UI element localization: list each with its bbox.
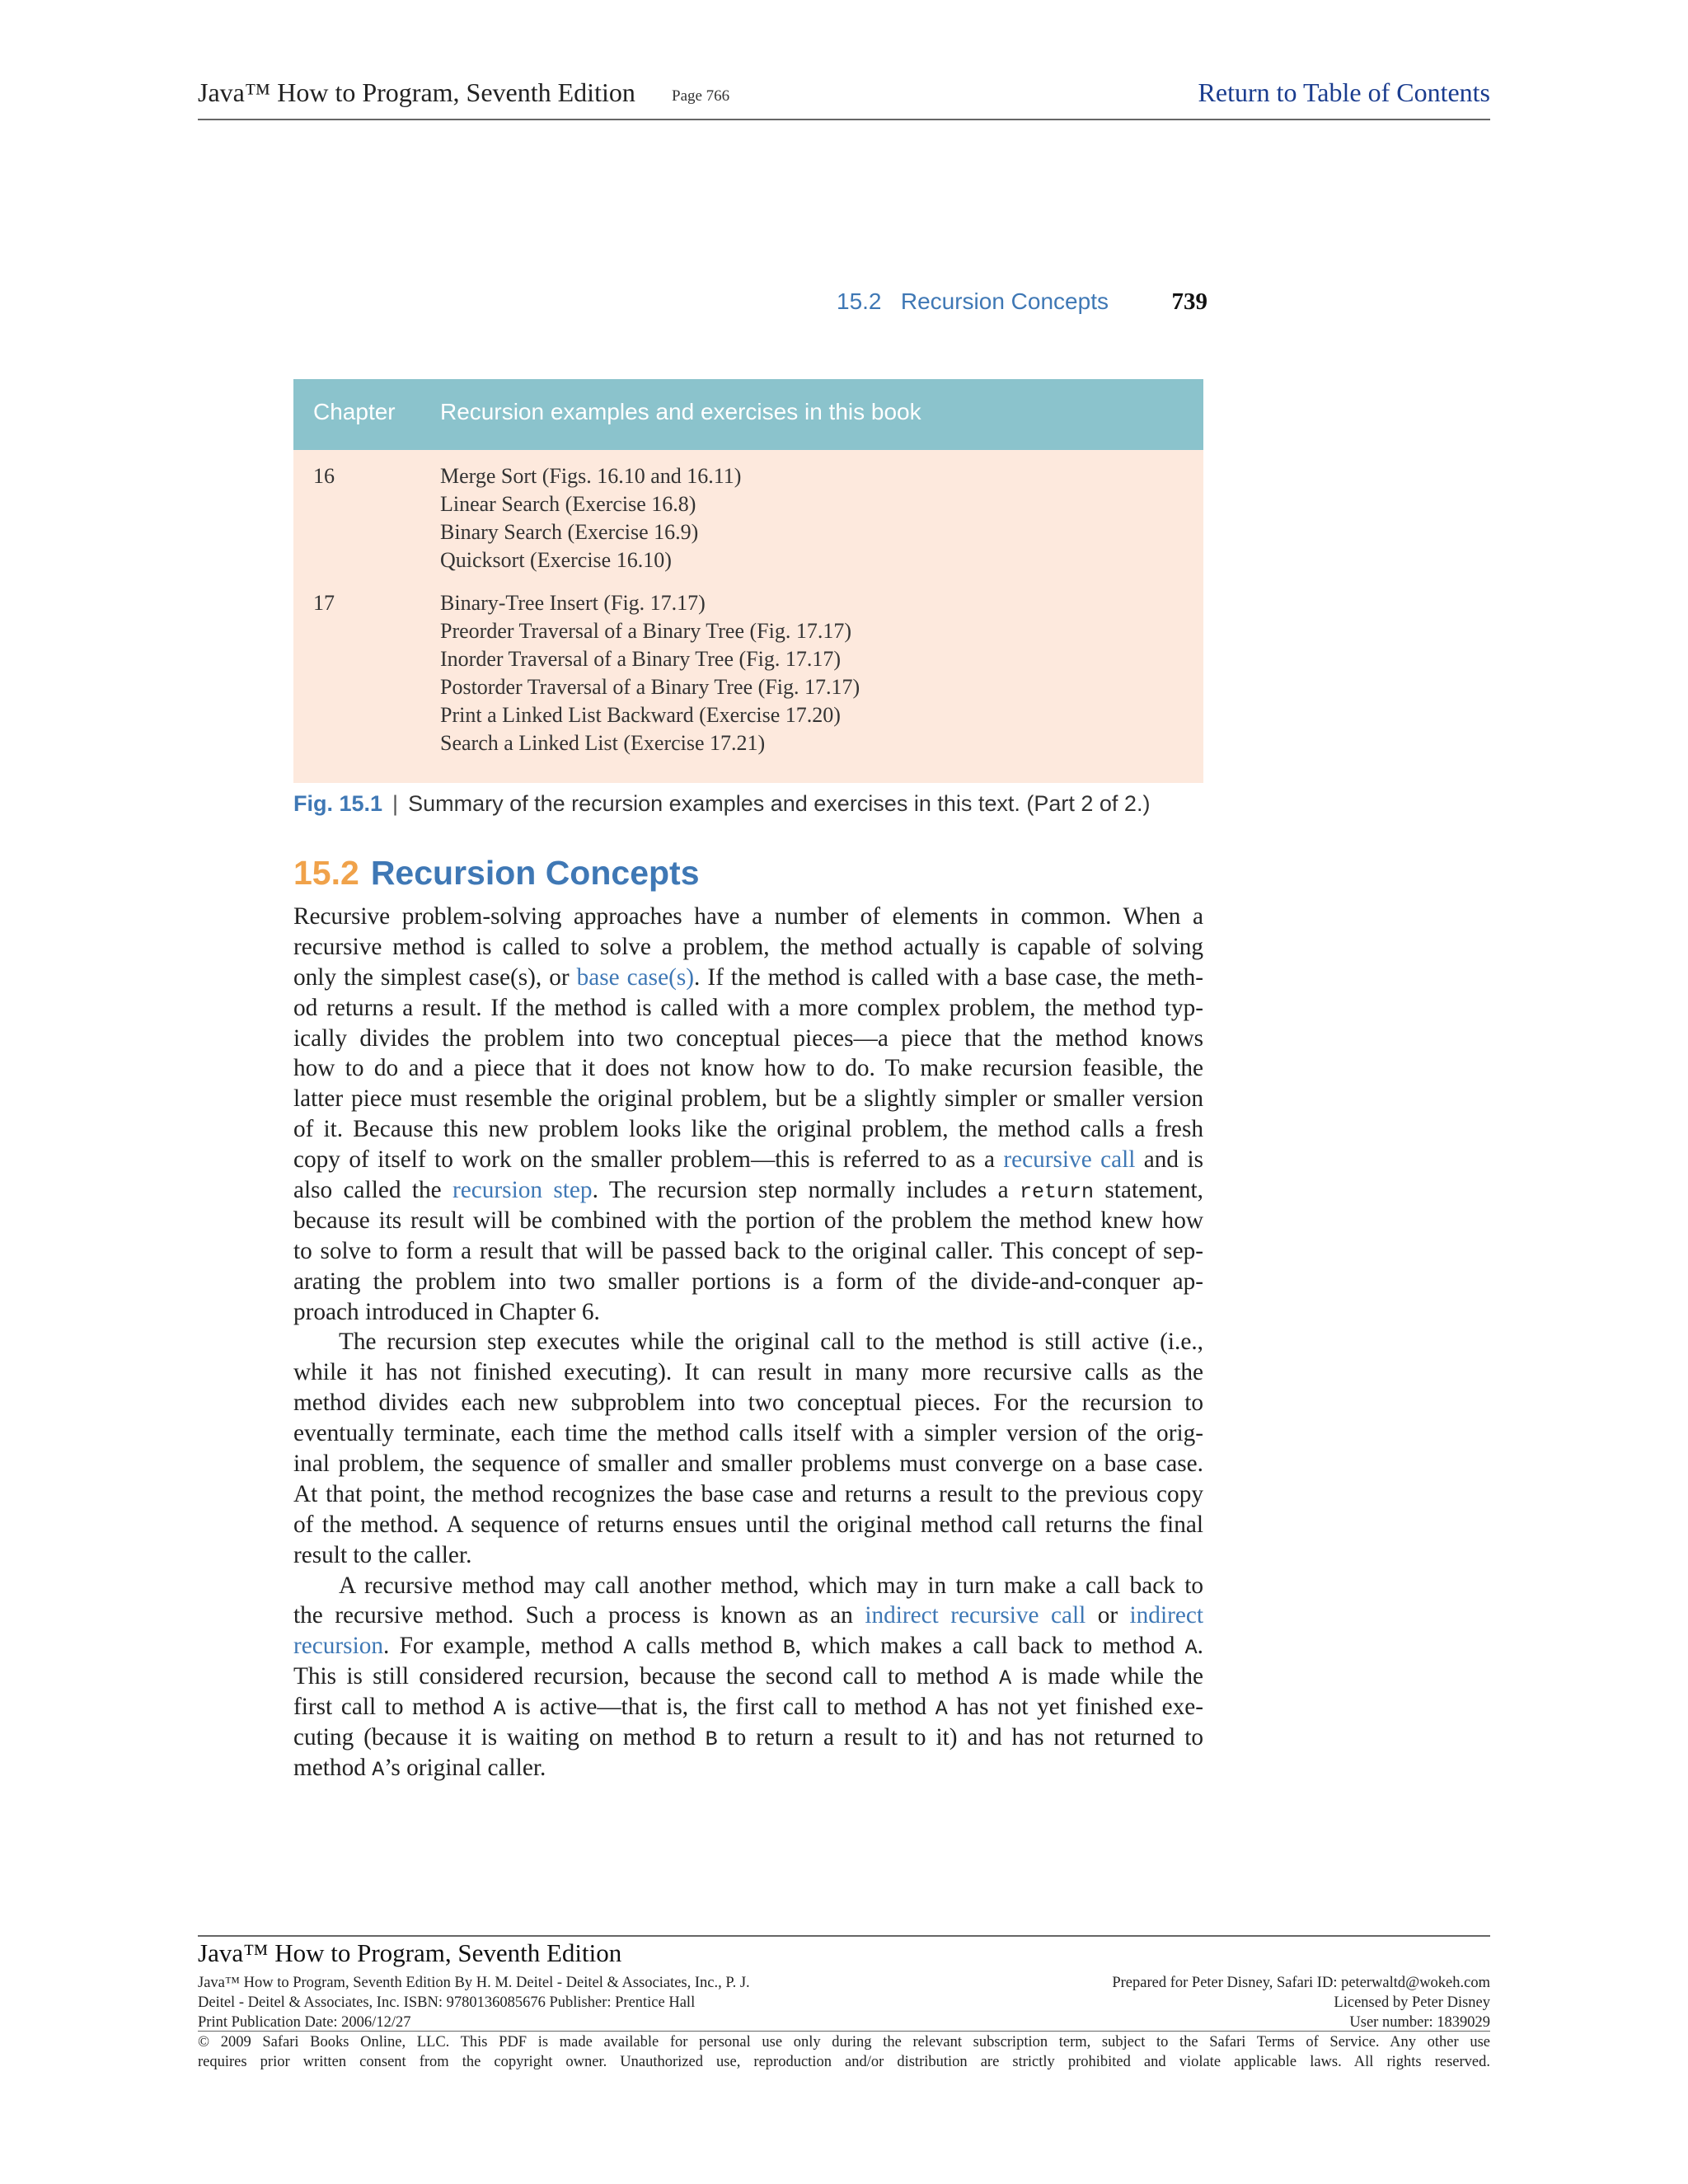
body-line: proach introduced in Chapter 6.	[293, 1298, 600, 1325]
running-head	[837, 288, 1207, 321]
example-item: Inorder Traversal of a Binary Tree (Fig. 17.17)	[440, 647, 841, 671]
text-run: has not yet finished exe-	[947, 1694, 1203, 1721]
text-run: cuting (because it is waiting on method	[293, 1724, 706, 1751]
text-run: copy of itself to work on the smaller problem—this is referred to as a	[293, 1146, 1004, 1174]
footer-line: Licensed by Peter Disney	[1334, 1994, 1490, 2011]
legal-line: © 2009 Safari Books Online, LLC. This PDF is made available for personal use only during the relevant subscription term, subject to the Safari Terms of Service. Any other use	[198, 2034, 1490, 2050]
example-item: Postorder Traversal of a Binary Tree (Fig. 17.17)	[440, 675, 860, 699]
text-run: . For example, method	[383, 1633, 624, 1660]
body-line: eventually terminate, each time the method calls itself with a simpler version of the orig-	[293, 1420, 1203, 1447]
code-method-a: A	[493, 1697, 506, 1722]
body-line	[293, 1753, 1203, 1783]
column-header-examples: Recursion examples and exercises in this book	[440, 399, 921, 424]
text-run: is active—that is, the first call to method	[505, 1694, 935, 1721]
body-line	[293, 1722, 1203, 1753]
text-run: . The recursion step normally includes a	[592, 1177, 1020, 1204]
footer-publication-info	[198, 1973, 750, 2032]
text-run: , which makes a call back to method	[795, 1633, 1185, 1660]
code-method-b: B	[705, 1727, 718, 1752]
text-run: calls method	[635, 1633, 783, 1660]
footer-line: Prepared for Peter Disney, Safari ID: peterwaltd@wokeh.com	[1112, 1975, 1490, 1991]
body-line: to solve to form a result that will be passed back to the original caller. This concept of sep-	[293, 1237, 1203, 1264]
body-line	[293, 1601, 1203, 1631]
chapter-number: 17	[313, 591, 335, 615]
footer-line: Print Publication Date: 2006/12/27	[198, 2014, 411, 2031]
text-run: is made while the	[1011, 1663, 1203, 1690]
body-line: The recursion step executes while the original call to the method is still active (i.e.,	[339, 1329, 1203, 1356]
footer-legal	[198, 2032, 1490, 2072]
text-run: method	[293, 1754, 373, 1781]
body-line: latter piece must resemble the original problem, but be a slightly simpler or smaller version	[293, 1085, 1203, 1113]
example-item: Preorder Traversal of a Binary Tree (Fig. 17.17)	[440, 619, 851, 643]
code-return: return	[1020, 1180, 1095, 1205]
body-line: of it. Because this new problem looks like the original problem, the method calls a fresh	[293, 1116, 1203, 1143]
book-title: Java™ How to Program, Seventh Edition	[198, 77, 635, 107]
body-line: arating the problem into two smaller portions is a form of the divide-and-conquer ap-	[293, 1268, 1203, 1295]
example-item: Search a Linked List (Exercise 17.21)	[440, 731, 766, 755]
code-method-a: A	[623, 1636, 636, 1661]
section-number: 15.2	[293, 854, 359, 892]
footer-license-info	[1112, 1973, 1490, 2032]
top-banner	[198, 77, 1490, 120]
text-run: first call to method	[293, 1694, 494, 1721]
code-method-a: A	[1184, 1636, 1198, 1661]
text-run: to return a result to it) and has not returned to	[717, 1724, 1203, 1751]
body-line: At that point, the method recognizes the base case and returns a result to the previous copy	[293, 1480, 1203, 1507]
text-run: the recursive method. Such a process is known as an	[293, 1602, 865, 1629]
text-run: . If the method is called with a base case, the meth-	[694, 963, 1203, 991]
folio: 739	[1171, 288, 1207, 315]
example-list	[440, 462, 741, 574]
example-item: Quicksort (Exercise 16.10)	[440, 548, 672, 572]
body-line: method divides each new subproblem into two conceptual pieces. For the recursion to	[293, 1390, 1203, 1417]
example-item: Print a Linked List Backward (Exercise 17.20)	[440, 703, 841, 727]
footer	[198, 1935, 1490, 2070]
footer-divider	[198, 2031, 1490, 2032]
body-line	[293, 963, 1203, 993]
figure-caption	[293, 791, 1203, 824]
body-line	[293, 1661, 1203, 1692]
legal-line: requires prior written consent from the copyright owner. Unauthorized use, reproduction and/or distribution are strictly prohibited and violate applicable laws. All rights reserved.	[198, 2054, 1490, 2070]
figure-separator: |	[392, 791, 399, 816]
text-run: ’s original caller.	[384, 1754, 546, 1781]
code-method-a: A	[372, 1757, 385, 1782]
running-title	[837, 288, 1109, 315]
body-line: recursive method is called to solve a problem, the method actually is capable of solving	[293, 933, 1203, 960]
body-line	[293, 1692, 1203, 1722]
text-run: or	[1085, 1602, 1130, 1629]
term-indirect-recursion: indirect	[1129, 1602, 1203, 1629]
term-recursive-call: recursive call	[1003, 1146, 1136, 1174]
body-line: of the method. A sequence of returns ensues until the original method call returns the final	[293, 1511, 1203, 1538]
body-line	[293, 1145, 1203, 1175]
code-method-a: A	[999, 1666, 1012, 1691]
footer-line: Deitel - Deitel & Associates, Inc. ISBN: 9780136085676 Publisher: Prentice Hall	[198, 1994, 696, 2011]
term-base-case: base case(s)	[576, 963, 694, 991]
recursion-table	[293, 379, 1203, 783]
chapter-number: 16	[313, 464, 335, 488]
page-number: Page 766	[672, 87, 730, 105]
text-run: .	[1197, 1633, 1203, 1660]
running-section-title: Recursion Concepts	[900, 288, 1109, 314]
text-run: and is	[1135, 1146, 1204, 1174]
body-line: A recursive method may call another method, which may in turn make a call back to	[339, 1572, 1203, 1599]
body-line: ically divides the problem into two conceptual pieces—a piece that the method knows	[293, 1024, 1203, 1052]
text-run: This is still considered recursion, because the second call to method	[293, 1663, 1000, 1690]
section-title: Recursion Concepts	[370, 854, 700, 892]
term-indirect-recursive-call: indirect recursive call	[865, 1602, 1086, 1629]
text-run: statement,	[1094, 1177, 1203, 1204]
code-method-b: B	[782, 1636, 795, 1661]
running-section-number: 15.2	[837, 288, 882, 314]
footer-line: User number: 1839029	[1349, 2014, 1490, 2031]
body-line	[293, 1631, 1203, 1661]
column-header-chapter: Chapter	[313, 399, 396, 424]
body-line: inal problem, the sequence of smaller and smaller problems must converge on a base case.	[293, 1451, 1203, 1478]
figure-label: Fig. 15.1	[293, 791, 383, 816]
term-recursion-step: recursion step	[452, 1177, 593, 1204]
example-item: Linear Search (Exercise 16.8)	[440, 492, 696, 516]
figure-caption-text: Summary of the recursion examples and exercises in this text. (Part 2 of 2.)	[408, 791, 1151, 816]
example-item: Binary-Tree Insert (Fig. 17.17)	[440, 591, 706, 615]
body-line	[293, 1175, 1203, 1206]
example-item: Merge Sort (Figs. 16.10 and 16.11)	[440, 464, 742, 488]
body-line: result to the caller.	[293, 1541, 472, 1568]
text-run: also called the	[293, 1177, 452, 1204]
example-item: Binary Search (Exercise 16.9)	[440, 520, 699, 544]
footer-line: Java™ How to Program, Seventh Edition By H. M. Deitel - Deitel & Associates, Inc., P. J.	[198, 1975, 750, 1991]
footer-title: Java™ How to Program, Seventh Edition	[198, 1938, 622, 1967]
example-list	[440, 589, 860, 757]
body-text	[293, 902, 1203, 1783]
section-heading	[293, 854, 700, 900]
toc-link[interactable]: Return to Table of Contents	[1198, 77, 1490, 107]
body-line: how to do and a piece that it does not know how to do. To make recursion feasible, the	[293, 1055, 1203, 1082]
term-indirect-recursion-cont: recursion	[293, 1633, 384, 1660]
body-line: od returns a result. If the method is called with a more complex problem, the method typ-	[293, 994, 1203, 1021]
body-line: while it has not finished executing). It can result in many more recursive calls as the	[293, 1359, 1203, 1386]
body-line: Recursive problem-solving approaches have a number of elements in common. When a	[293, 903, 1203, 930]
table-header-row	[293, 379, 1203, 450]
code-method-a: A	[935, 1697, 948, 1722]
body-line: because its result will be combined with the portion of the problem the method knew how	[293, 1207, 1203, 1234]
text-run: only the simplest case(s), or	[293, 963, 577, 991]
